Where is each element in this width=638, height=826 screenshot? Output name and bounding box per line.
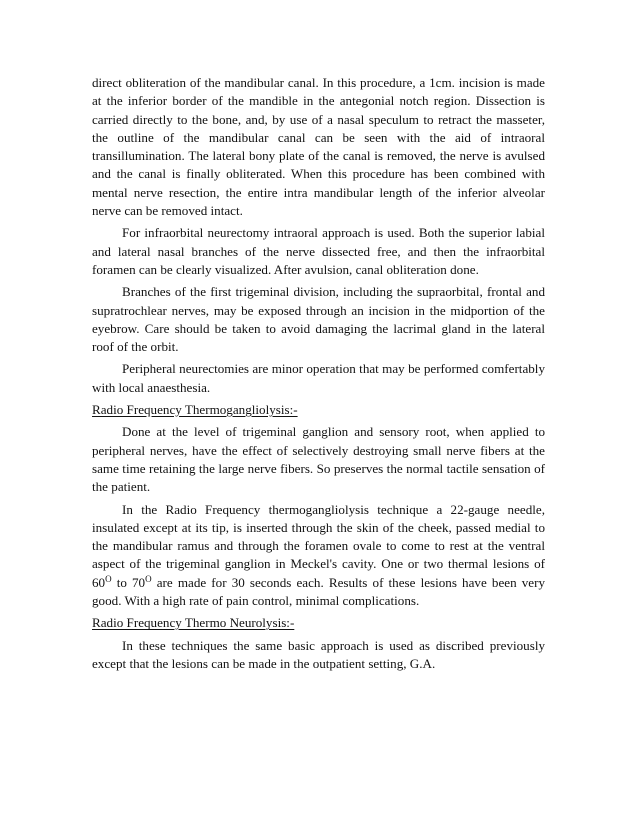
paragraph-rf-selective-destruction: Done at the level of trigeminal ganglion and sensory root, when applied to peripheral nerves, have the effect of selectively destroying small nerve fibers at the same time retaining the large nerve fibers. So preserves the normal tactile sensation of the patient. (92, 424, 545, 495)
heading-rf-thermogangliolysis: Radio Frequency Thermogangliolysis:- (92, 402, 298, 418)
degree-superscript: O (105, 573, 112, 584)
paragraph-rf-technique-part-a: In the Radio Frequency thermogangliolysis technique a 22-gauge needle, insulated except at its tip, is inserted through the skin of the cheek, passed medial to the mandibular ramus and through the foramen ovale to come to rest at the ventral aspect of the trigeminal ganglion in Meckel's cavity. One or two thermal lesions of 60 (92, 501, 545, 590)
paragraph-peripheral-neurectomies: Peripheral neurectomies are minor operation that may be performed comfertably with local anaesthesia. (92, 361, 545, 395)
paragraph-rf-technique-part-c: are made for 30 seconds each. Results of these lesions have been very good. With a high rate of pain control, minimal complications. (92, 574, 545, 609)
paragraph-mandibular-canal: direct obliteration of the mandibular canal. In this procedure, a 1cm. incision is made at the inferior border of the mandible in the antegonial notch region. Dissection is carried directly to the bone, and, by use of a nasal speculum to retract the masseter, the outline of the mandibular canal can be seen with the aid of intraoral transillumination. The lateral bony plate of the canal is removed, the nerve is avulsed and the canal is finally obliterated. When this procedure has been combined with mental nerve resection, the entire intra mandibular length of the inferior alveolar nerve can be removed intact. (92, 75, 545, 219)
paragraph-rf-technique-part-b: to 70 (111, 574, 146, 590)
paragraph-infraorbital-neurectomy: For infraorbital neurectomy intraoral approach is used. Both the superior labial and lateral nasal branches of the nerve dissected free, and then the infraorbital foramen can be clearly visualized. After avulsion, canal obliteration done. (92, 225, 545, 277)
heading-rf-thermo-neurolysis: Radio Frequency Thermo Neurolysis:- (92, 615, 295, 631)
degree-superscript: O (145, 573, 152, 584)
paragraph-rf-technique (92, 501, 545, 611)
document-page (92, 74, 545, 677)
paragraph-rf-neurolysis-technique: In these techniques the same basic approach is used as discribed previously except that the lesions can be made in the outpatient setting, G.A. (92, 637, 545, 671)
paragraph-first-trigeminal-division: Branches of the first trigeminal division, including the supraorbital, frontal and supratrochlear nerves, may be exposed through an incision in the midportion of the eyebrow. Care should be taken to avoid damaging the lacrimal gland in the lateral roof of the orbit. (92, 284, 545, 355)
